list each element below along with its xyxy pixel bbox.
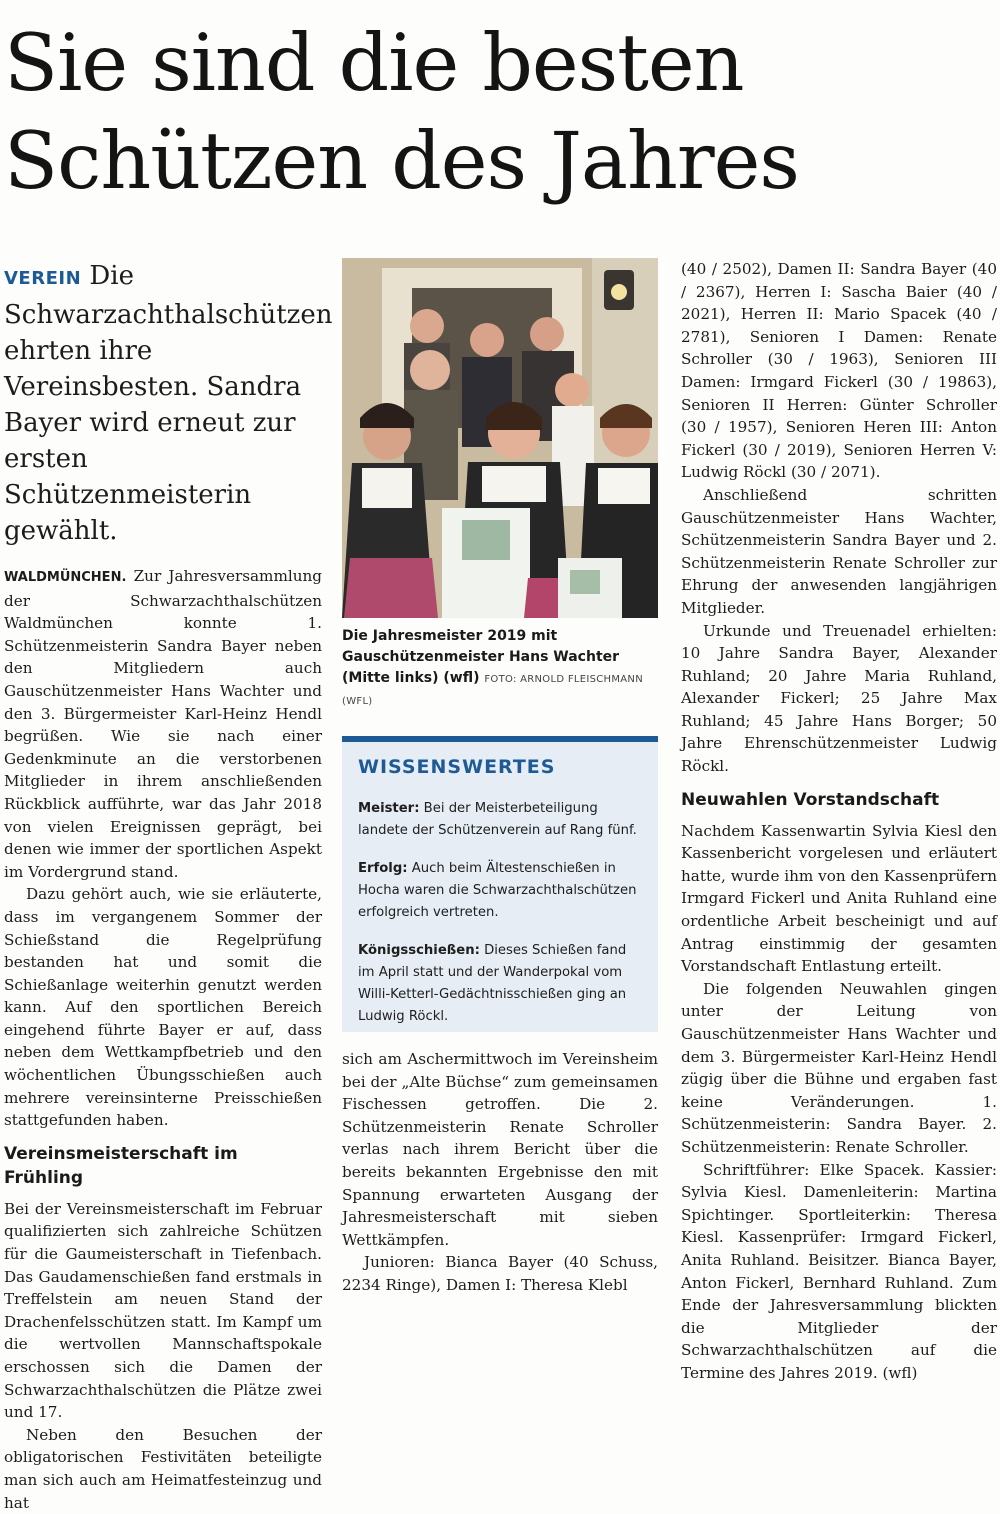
- column-2: [342, 258, 658, 1297]
- headline: Sie sind die besten Schützen des Jahres: [4, 17, 799, 207]
- teaser: [4, 258, 333, 549]
- column-1: [4, 258, 333, 1514]
- paragraph: (40 / 2502), Damen II: Sandra Bayer (40 / 2367), Herren I: Sascha Baier (40 / 2021), Herren II: Mario Spacek (40 / 2781), Senioren I Damen: Renate Schroller (30 / 1963), Senioren III Damen: Irmgard Fickerl (30 / 19863), Senioren II Herren: Günter Schroller (30 / 1957), Senioren Heren III: Anton Fickerl (30 / 2019), Senioren Herren V: Ludwig Röckl (30 / 2071).: [681, 260, 997, 482]
- info-box: [342, 736, 658, 1032]
- group-photo-illustration: [342, 258, 658, 618]
- paragraph: Urkunde und Treuenadel erhielten: 10 Jahre Sandra Bayer, Alexander Ruhland; 20 Jahre Maria Ruhland, Alexander Fickerl; 25 Jahre Max Ruhland; 45 Jahre Hans Borger; 50 Jahre Ehrenschützenmeister Ludwig Röckl.: [681, 621, 997, 776]
- photo-caption: Die Jahresmeister 2019 mit Gauschützenmeister Hans Wachter (Mitte links) (wfl) FOTO: ARNOLD FLEISCHMANN (WFL): [342, 628, 643, 707]
- paragraph: Neben den Besuchen der obligatorischen Festivitäten beteiligte man sich auch am Heimatfesteinzug und hat: [4, 1425, 322, 1512]
- info-item: Königsschießen: Dieses Schießen fand im April statt und der Wanderpokal vom Willi-Ketterl-Gedächtnisschießen ging an Ludwig Röckl.: [358, 943, 627, 1024]
- column-3: [681, 258, 997, 1385]
- paragraph: Dazu gehört auch, wie sie erläuterte, dass im vergangenem Sommer der Schießstand die Regelprüfung bestanden hat und somit die Schießanlage weiterhin genutzt werden kann. Auf den sportlichen Bereich eingehend führte Bayer er auf, dass neben dem Wettkampfbetrieb und den wöchentlichen Übungsschießen auch mehrere vereinsinterne Preisschießen stattgefunden haben.: [4, 885, 322, 1130]
- paragraph: Die folgenden Neuwahlen gingen unter der Leitung von Gauschützenmeister Hans Wachter und dem 3. Bürgermeister Karl-Heinz Hendl zügig über die Bühne und ergaben fast keine Veränderungen. 1. Schützenmeisterin: Sandra Bayer. 2. Schützenmeisterin: Renate Schroller.: [681, 979, 997, 1156]
- article-body-2: [342, 1048, 658, 1297]
- kicker-label: VEREIN: [4, 268, 82, 289]
- paragraph: Nachdem Kassenwartin Sylvia Kiesl den Kassenbericht vorgelesen und erläutert hatte, wurde ihm von den Kassenprüfern Irmgard Fickerl und Anita Ruhland eine ordentliche Arbeit bescheinigt und auf Antrag einstimmig der gesamten Vorstandschaft Entlastung erteilt.: [681, 821, 997, 976]
- paragraph: sich am Aschermittwoch im Vereinsheim bei der „Alte Büchse“ zum gemeinsamen Fischessen getroffen. Die 2. Schützenmeisterin Renate Schroller verlas nach ihrem Bericht über die bereits bekannten Ergebnisse den mit Spannung erwarteten Ausgang der Jahresmeisterschaft mit sieben Wettkämpfen.: [342, 1050, 658, 1249]
- info-box-title: WISSENSWERTES: [358, 756, 556, 778]
- article-body-3: [681, 258, 997, 1385]
- dateline: WALDMÜNCHEN.: [4, 570, 127, 585]
- article-body-1: [4, 565, 322, 1514]
- paragraph: Junioren: Bianca Bayer (40 Schuss, 2234 Ringe), Damen I: Theresa Klebl: [342, 1253, 658, 1294]
- subheading: Neuwahlen Vorstandschaft: [681, 789, 940, 810]
- paragraph: Schriftführer: Elke Spacek. Kassier: Sylvia Kiesl. Damenleiterin: Martina Spichtinger. Sportleiterkin: Theresa Kiesl. Kassenprüfer: Irmgard Fickerl, Anita Ruhland. Beisitzer. Bianca Bayer, Anton Fickerl, Bernhard Ruhland. Zum Ende der Jahresversammlung blickten die Mitglieder der Schwarzachthalschützen auf die Termine des Jahres 2019. (wfl): [681, 1160, 997, 1382]
- paragraph: Anschließend schritten Gauschützenmeister Hans Wachter, Schützenmeisterin Sandra Bayer und 2. Schützenmeisterin Renate Schroller zur Ehrung der anwesenden langjährigen Mitglieder.: [681, 485, 997, 617]
- info-item: Meister: Bei der Meisterbeteiligung landete der Schützenverein auf Rang fünf.: [358, 801, 637, 838]
- subheading: Vereinsmeisterschaft im Frühling: [4, 1143, 238, 1188]
- paragraph: WALDMÜNCHEN. Zur Jahresversammlung der Schwarzachthalschützen Waldmünchen konnte 1. Schützenmeisterin Sandra Bayer neben den Mitgliedern auch Gauschützenmeister Hans Wachter und den 3. Bürgermeister Karl-Heinz Hendl begrüßen. Wie sie nach einer Gedenkminute an die verstorbenen Mitglieder in ihrem anschließenden Rückblick aufführte, war das Jahr 2018 von vielen Ereignissen geprägt, bei denen wie immer der sportlichen Aspekt im Vordergrund stand.: [4, 567, 323, 881]
- photo-credit: FOTO: ARNOLD FLEISCHMANN (WFL): [342, 674, 643, 707]
- info-item: Erfolg: Auch beim Ältestenschießen in Hocha waren die Schwarzachthalschützen erfolgreich vertreten.: [358, 861, 637, 920]
- group-photo: [342, 258, 658, 618]
- paragraph: Bei der Vereinsmeisterschaft im Februar qualifizierten sich zahlreiche Schützen für die Gaumeisterschaft in Tiefenbach. Das Gaudamenschießen fand erstmals in Treffelstein am neuen Stand der Drachenfelsschützen statt. Im Kampf um die wertvollen Mannschaftspokale erschossen sich die Damen der Schwarzachthalschützen die Plätze zwei und 17.: [4, 1199, 322, 1422]
- teaser-text: Die Schwarzachthalschützen ehrten ihre Vereinsbesten. Sandra Bayer wird erneut zur ersten Schützenmeisterin gewählt.: [4, 261, 333, 546]
